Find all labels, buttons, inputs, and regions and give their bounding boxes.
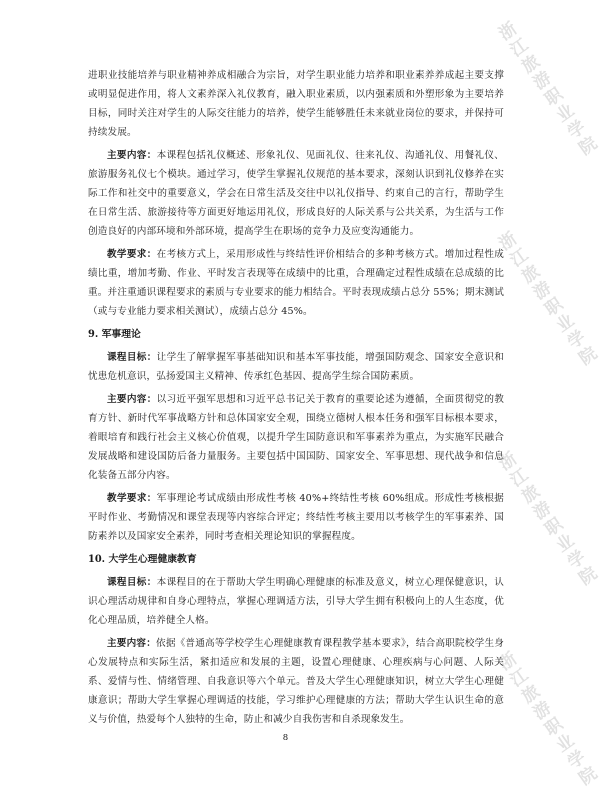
paragraph-mental-content bbox=[88, 634, 504, 729]
paragraph-etiquette-content bbox=[88, 146, 504, 241]
section-heading-mental-health: 10. 大学生心理健康教育 bbox=[88, 554, 197, 565]
paragraph-label: 主要内容： bbox=[107, 638, 157, 649]
paragraph-label: 主要内容： bbox=[107, 394, 157, 405]
paragraph-military-goal bbox=[88, 348, 504, 386]
watermark-stamp: 浙江旅游职业学院 bbox=[492, 229, 601, 372]
paragraph-intro: 进职业技能培养与职业精神养成相融合为宗旨，对学生职业能力培养和职业素养养成起主要支撑或明显促进作用，将人文素养深入礼仪教育，融入职业素质，以内强素质和外塑形象为主要培养目标，同时关注对学生的人际交往能力的培养，使学生能够胜任未来就业岗位的要求，并保持可持续发展。 bbox=[88, 70, 504, 138]
watermark-stamp: 浙江旅游职业学院 bbox=[492, 449, 601, 592]
section-heading-military-theory: 9. 军事理论 bbox=[88, 329, 141, 340]
paragraph-text: 本课程目的在于帮助大学生明确心理健康的标准及意义，树立心理保健意识，认识心理活动规律和自身心理特点，掌握心理调适方法，引导大学生拥有积极向上的人生态度，优化心理品质，培养健全人格。 bbox=[88, 577, 505, 626]
paragraph-label: 课程目标： bbox=[107, 352, 157, 363]
page-number: 8 bbox=[282, 733, 289, 743]
paragraph-text: 本课程包括礼仪概述、形象礼仪、见面礼仪、往来礼仪、沟通礼仪、用餐礼仪、旅游服务礼仪七个模块。通过学习，使学生掌握礼仪规范的基本要求，深刻认识到礼仪修养在实际工作和社交中的重要意义，学会在日常生活及交往中以礼仪指导、约束自己的言行，帮助学生在日常生活、旅游接待等方面更好地运用礼仪，形成良好的人际关系与公共关系，为生活与工作创造良好的内部环境和外部环境，提高学生在职场的竞争力及应变沟通能力。 bbox=[88, 150, 505, 237]
paragraph-etiquette-requirements bbox=[88, 245, 504, 321]
paragraph-label: 主要内容： bbox=[107, 150, 157, 161]
paragraph-label: 教学要求： bbox=[107, 493, 157, 504]
paragraph-label: 教学要求： bbox=[107, 249, 157, 260]
paragraph-text: 在考核方式上，采用形成性与终结性评价相结合的多种考核方式。增加过程性成绩比重，增加考勤、作业、平时发言表现等在成绩中的比重，合理确定过程性成绩在总成绩的比重。并注重通识课程要求的素质与专业要求的能力相结合。平时表现成绩占总分 55%；期末测试（或与专业能力要求相关测试），成绩占总分 45%。 bbox=[88, 249, 505, 317]
watermark-stamp: 浙江旅游职业学院 bbox=[492, 19, 601, 162]
paragraph-text: 军事理论考试成绩由形成性考核 40%+终结性考核 60%组成。形成性考核根据平时作业、考勤情况和课堂表现等内容综合评定；终结性考核主要用以考核学生的军事素养、国防素养以及国家安全素养，同时考查相关理论知识的掌握程度。 bbox=[88, 493, 505, 542]
paragraph-mental-goal bbox=[88, 573, 504, 630]
paragraph-label: 课程目标： bbox=[107, 577, 157, 588]
paragraph-text: 以习近平强军思想和习近平总书记关于教育的重要论述为遵循，全面贯彻党的教育方针、新时代军事战略方针和总体国家安全观，围绕立德树人根本任务和强军目标根本要求，着眼培育和践行社会主义核心价值观，以提升学生国防意识和军事素养为重点，为实施军民融合发展战略和建设国防后备力量服务。主要包括中国国防、国家安全、军事思想、现代战争和信息化装备五部分内容。 bbox=[88, 394, 505, 481]
paragraph-military-requirements bbox=[88, 489, 504, 546]
paragraph-text: 让学生了解掌握军事基础知识和基本军事技能，增强国防观念、国家安全意识和忧患危机意识，弘扬爱国主义精神、传承红色基因、提高学生综合国防素质。 bbox=[88, 352, 505, 382]
watermark-stamp: 浙江旅游职业学院 bbox=[492, 649, 601, 792]
paragraph-text: 依据《普通高等学校学生心理健康教育课程教学基本要求》，结合高职院校学生身心发展特点和实际生活，紧扣适应和发展的主题，设置心理健康、心理疾病与心问题、人际关系、爱情与性、情绪管理、自我意识等六个单元。普及大学生心理健康知识，树立大学生心理健康意识；帮助大学生掌握心理调适的技能，学习维护心理健康的方法；帮助大学生认识生命的意义与价值，热爱每个人独特的生命，防止和减少自我伤害和自杀现象发生。 bbox=[88, 638, 504, 725]
paragraph-military-content bbox=[88, 390, 504, 485]
document-body bbox=[88, 66, 504, 733]
